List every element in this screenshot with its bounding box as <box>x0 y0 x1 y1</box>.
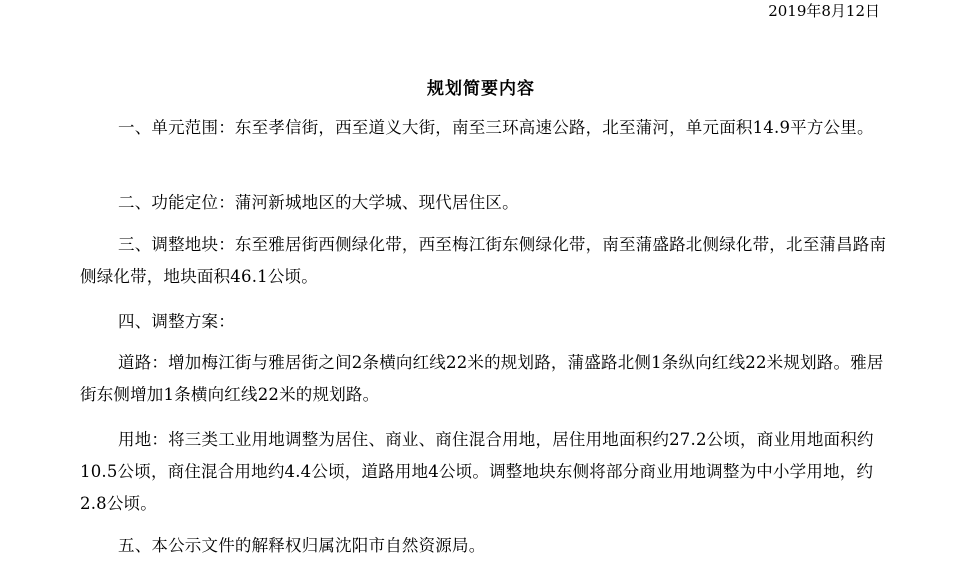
paragraph-interpretation: 五、本公示文件的解释权归属沈阳市自然资源局。 <box>118 536 486 555</box>
paragraph-roads: 道路：增加梅江街与雅居街之间2条横向红线22米的规划路，蒲盛路北侧1条纵向红线22米规划路。雅居街东侧增加1条横向红线22米的规划路。 <box>80 353 884 404</box>
paragraph-unit-scope: 一、单元范围：东至孝信街，西至道义大街，南至三环高速公路，北至蒲河，单元面积14.9平方公里。 <box>118 118 874 137</box>
date-text: 2019年8月12日 <box>768 2 880 20</box>
paragraph-adjust-plan: 四、调整方案： <box>118 312 235 331</box>
paragraph-land-use: 用地：将三类工业用地调整为居住、商业、商住混合用地，居住用地面积约27.2公顷，商业用地面积约10.5公顷，商住混合用地约4.4公顷，道路用地4公顷。调整地块东侧将部分商业用地调整为中小学用地，约2.8公顷。 <box>80 430 874 513</box>
document-title: 规划简要内容 <box>427 79 535 99</box>
paragraph-adjust-plot: 三、调整地块：东至雅居街西侧绿化带，西至梅江街东侧绿化带，南至蒲盛路北侧绿化带，北至蒲昌路南侧绿化带，地块面积46.1公顷。 <box>80 235 887 286</box>
paragraph-function: 二、功能定位：蒲河新城地区的大学城、现代居住区。 <box>118 193 519 212</box>
